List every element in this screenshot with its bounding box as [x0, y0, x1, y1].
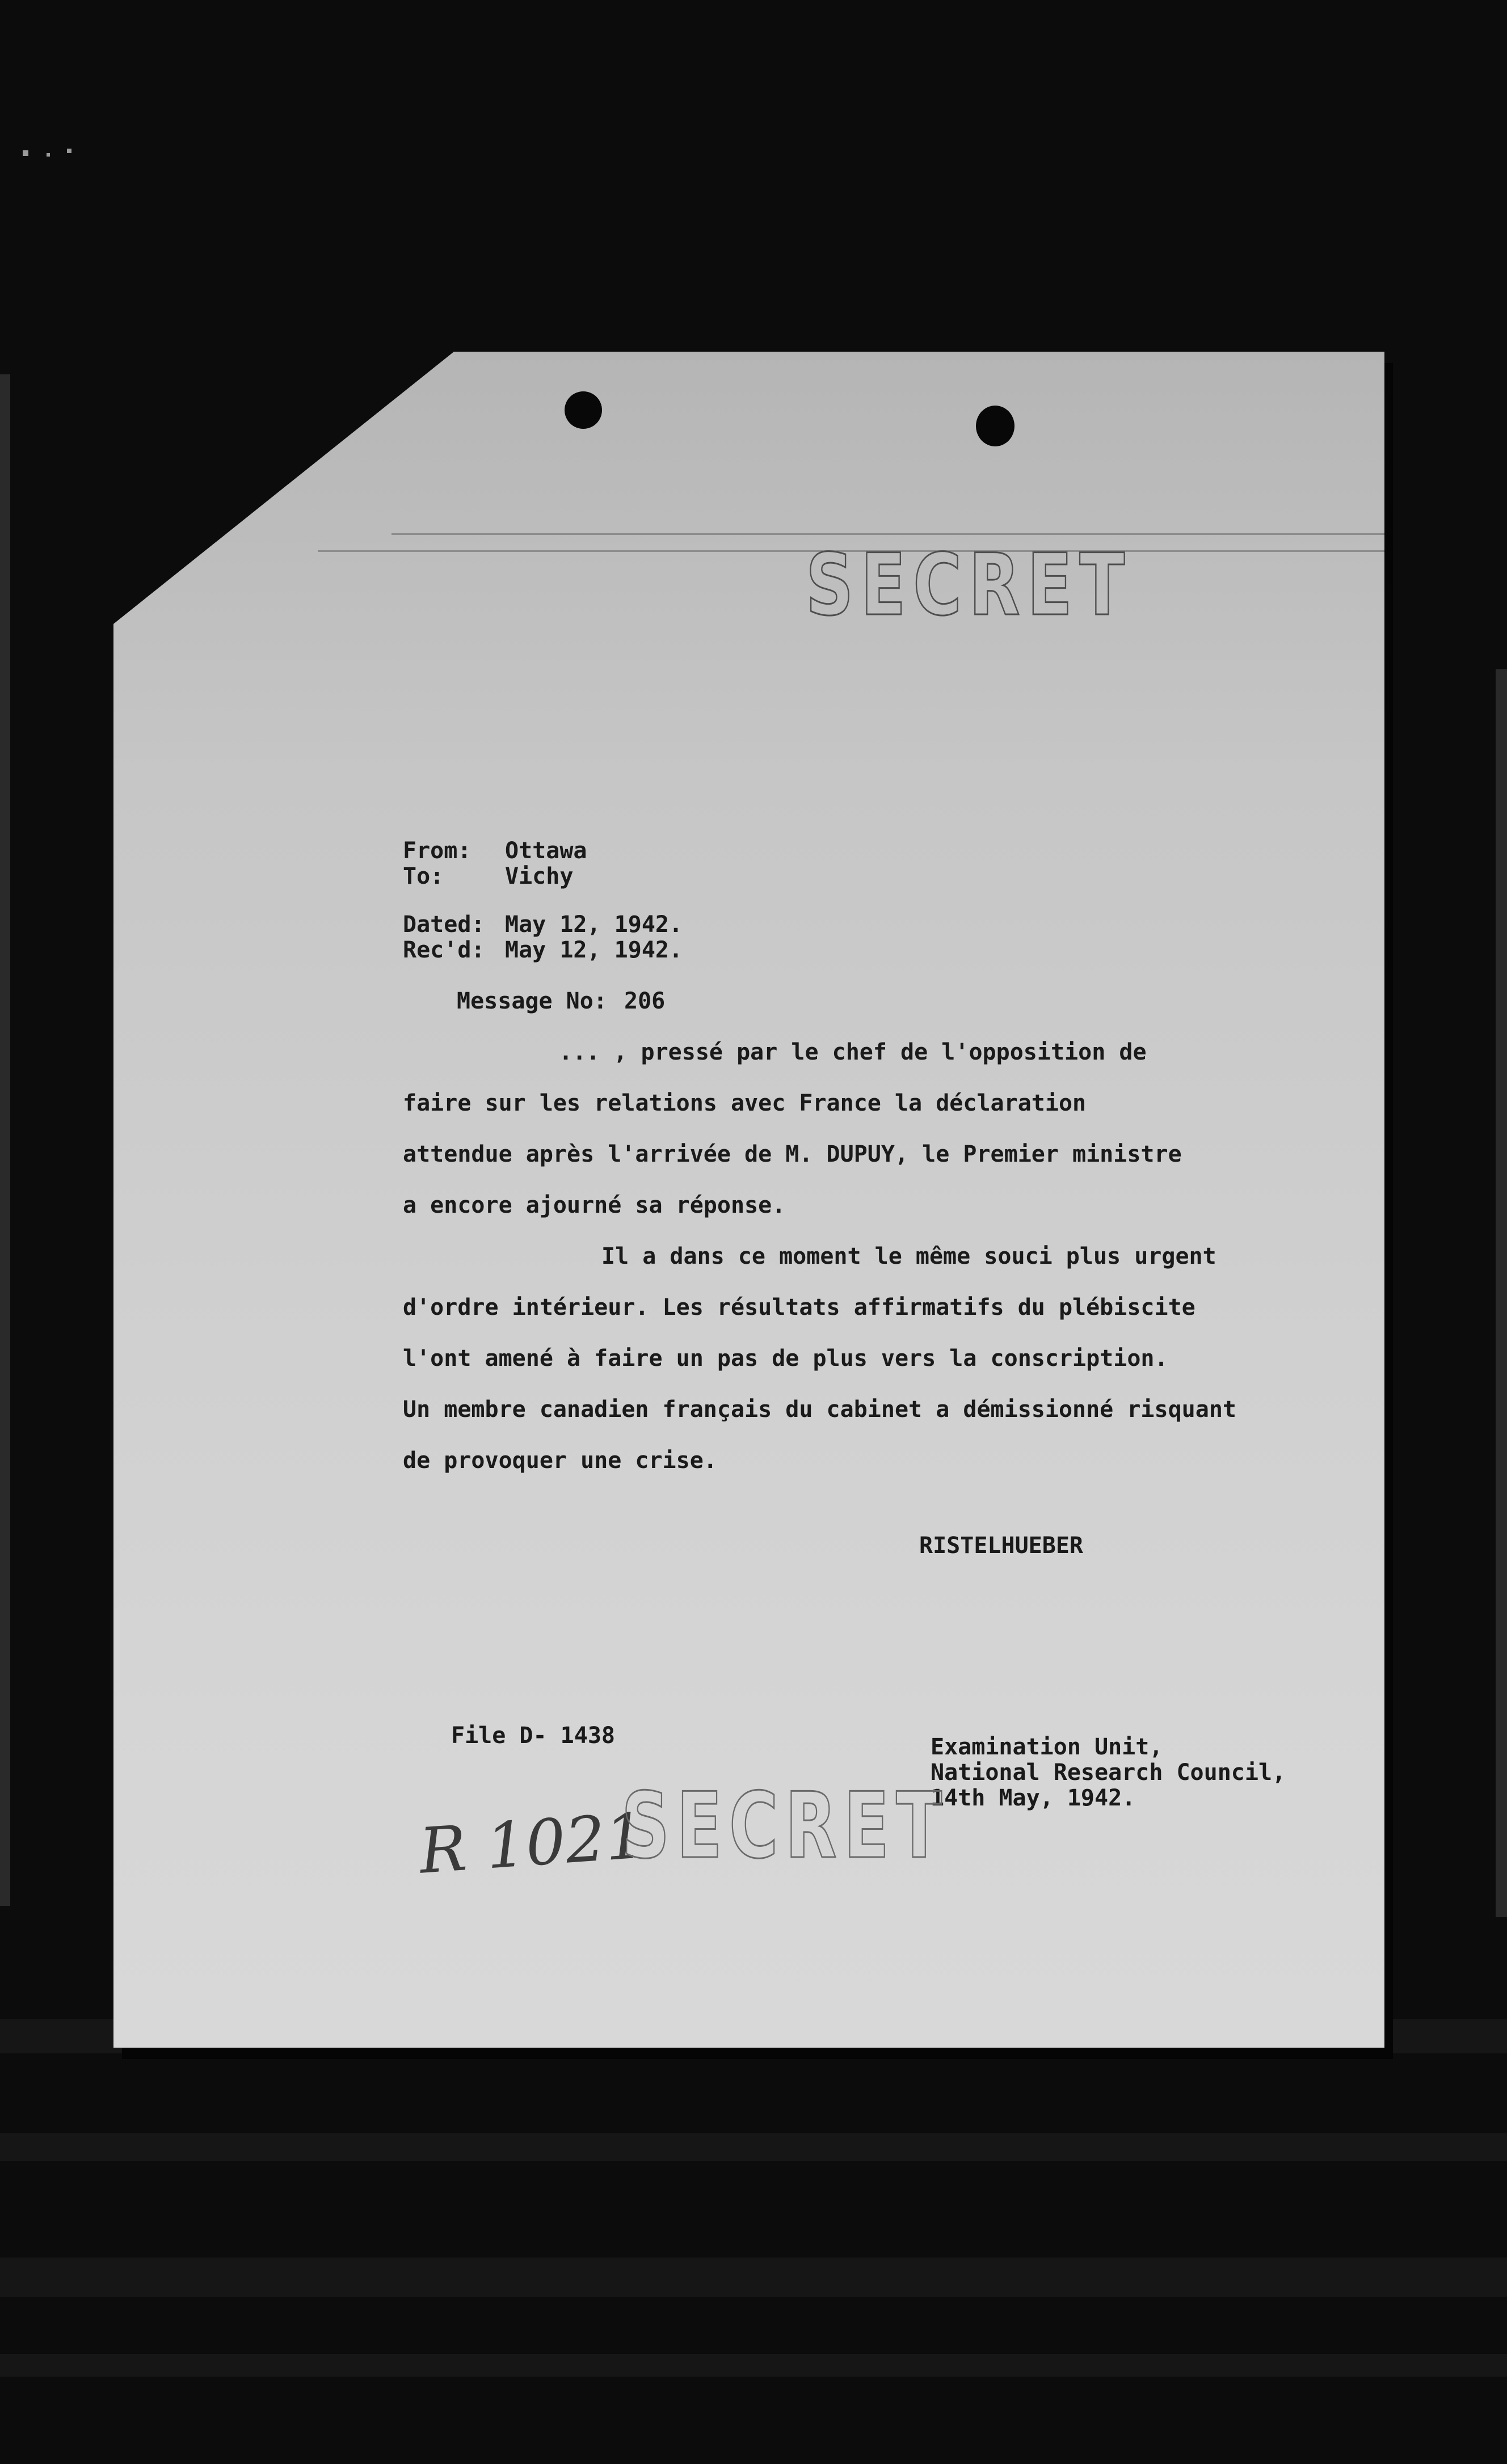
recd-label: Rec'd: [403, 937, 485, 963]
film-speck [67, 149, 71, 153]
film-edge-left [0, 374, 10, 1906]
film-band [0, 2354, 1507, 2377]
footer-line: National Research Council, [931, 1760, 1286, 1786]
film-speck [47, 153, 50, 157]
dated-label: Dated: [403, 912, 485, 938]
file-number: File D- 1438 [451, 1723, 615, 1749]
punch-hole [976, 406, 1015, 446]
ruled-line [392, 533, 1384, 535]
signature: RISTELHUEBER [919, 1533, 1083, 1559]
secret-stamp-top: SECRET [806, 536, 1132, 635]
film-band [0, 2133, 1507, 2161]
footer-line: 14th May, 1942. [931, 1785, 1136, 1811]
film-speck [23, 150, 28, 156]
body-line: ... , pressé par le chef de l'opposition de [559, 1039, 1147, 1065]
from-label: From: [403, 838, 472, 864]
film-edge-right [1496, 669, 1507, 1917]
film-band [0, 2258, 1507, 2297]
recd-value: May 12, 1942. [505, 937, 683, 963]
dated-value: May 12, 1942. [505, 912, 683, 938]
body-line: l'ont amené à faire un pas de plus vers la conscription. [403, 1345, 1168, 1372]
footer-line: Examination Unit, [931, 1734, 1163, 1760]
body-line: d'ordre intérieur. Les résultats affirmatifs du plébiscite [403, 1294, 1196, 1320]
body-line: Un membre canadien français du cabinet a démissionné risquant [403, 1396, 1237, 1423]
punch-hole [565, 391, 602, 429]
body-line: Il a dans ce moment le même souci plus urgent [601, 1243, 1216, 1269]
from-value: Ottawa [505, 838, 587, 864]
body-line: a encore ajourné sa réponse. [403, 1192, 786, 1218]
message-label: Message No: [457, 988, 607, 1014]
handwritten-note: R 1021 [417, 1799, 647, 1888]
to-label: To: [403, 863, 444, 889]
body-line: faire sur les relations avec France la déclaration [403, 1090, 1087, 1116]
secret-stamp-bottom: SECRET [621, 1773, 949, 1879]
to-value: Vichy [505, 863, 574, 889]
message-number: 206 [624, 988, 666, 1014]
body-line: attendue après l'arrivée de M. DUPUY, le Premier ministre [403, 1141, 1182, 1167]
body-line: de provoquer une crise. [403, 1448, 717, 1474]
